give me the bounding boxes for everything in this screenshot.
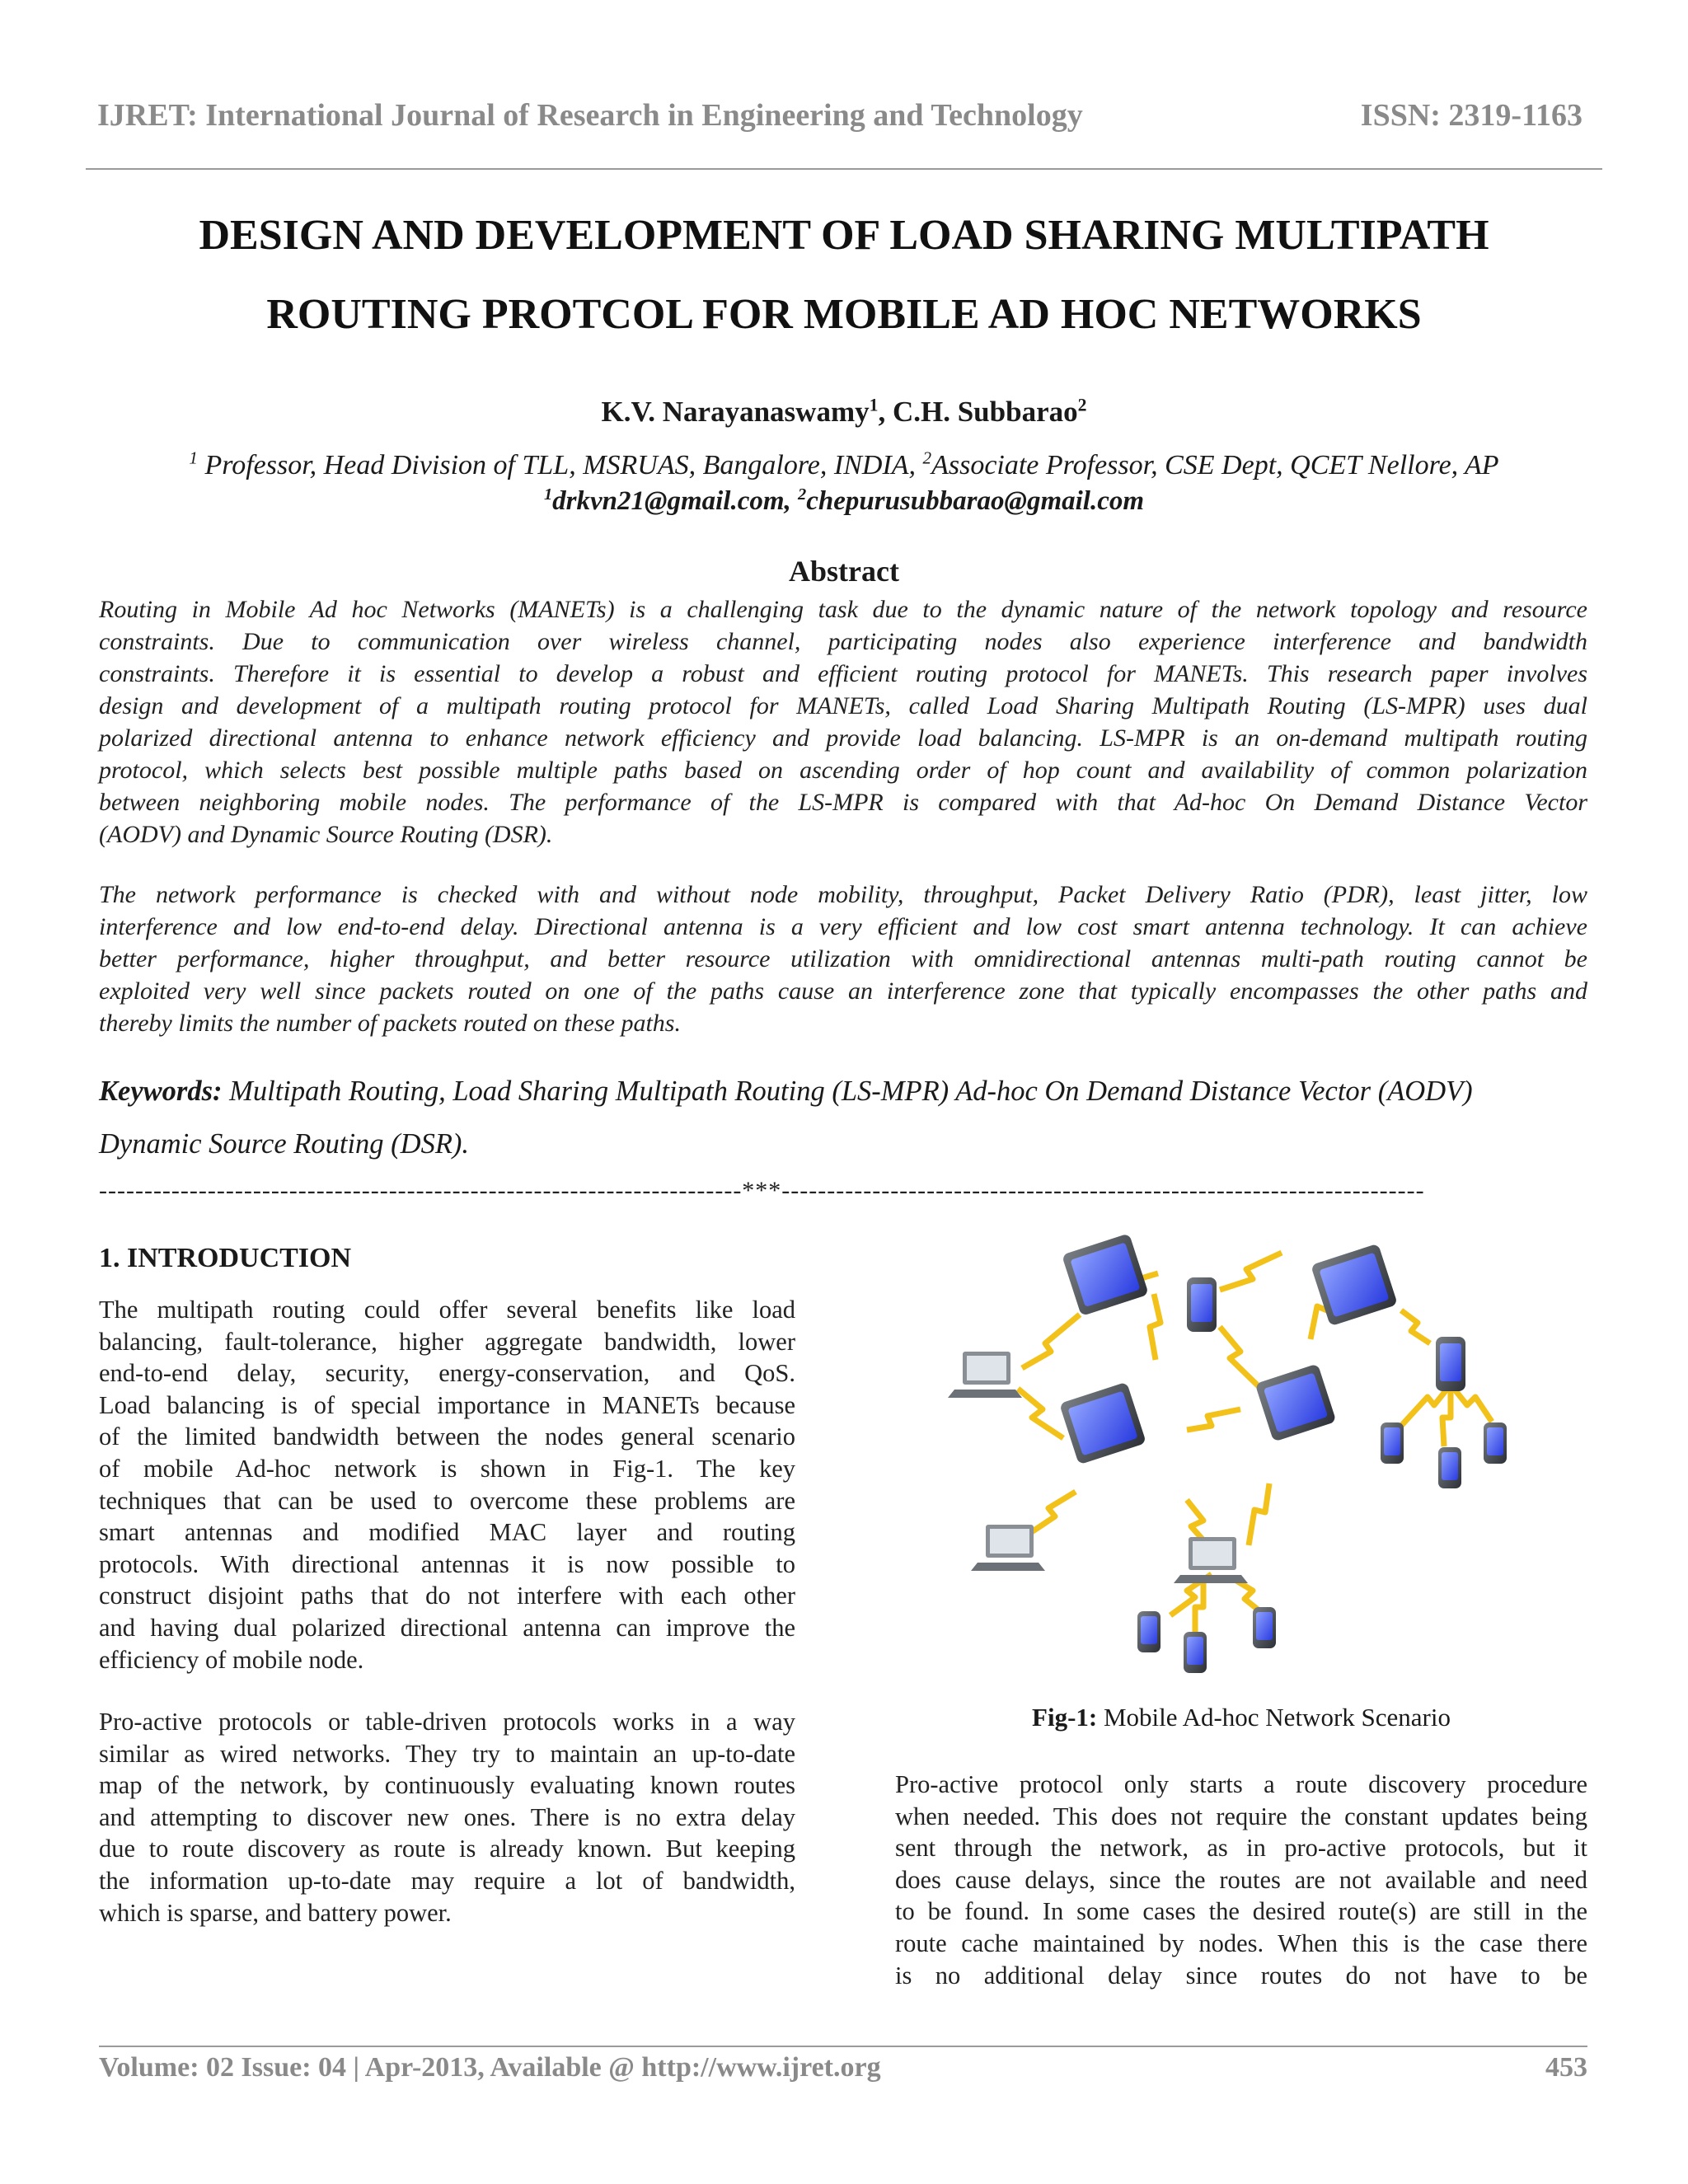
tablet-node-icon	[1059, 1382, 1146, 1465]
author-name: C.H. Subbarao	[892, 396, 1078, 428]
text-line: to be found. In some cases the desired route(s) are still in the	[895, 1897, 1587, 1926]
phone-node-icon	[1438, 1447, 1461, 1488]
wireless-link	[1220, 1253, 1282, 1290]
text-line: Routing in Mobile Ad hoc Networks (MANETs) is a challenging task due to the dynamic nature of the network topology and resource	[99, 596, 1587, 623]
section-separator: -----------------------------------------------------------------------***-----------------------------------------------------------------------	[99, 1177, 1425, 1204]
text-line: protocols. With directional antennas it is now possible to	[99, 1549, 795, 1578]
text-line: protocol, which selects best possible multiple paths based on ascending order of hop count and availability of common polarization	[99, 757, 1587, 784]
wireless-link	[1195, 1582, 1203, 1640]
text-line: thereby limits the number of packets routed on these paths.	[99, 1010, 681, 1037]
text-line: sent through the network, as in pro-active protocols, but it	[895, 1834, 1587, 1863]
text-line: when needed. This does not require the constant updates being	[895, 1802, 1587, 1830]
text-line: between neighboring mobile nodes. The performance of the LS-MPR is compared with that Ad-hoc On Demand Distance Vector	[99, 789, 1587, 816]
text-line: similar as wired networks. They try to maintain an up-to-date	[99, 1739, 795, 1768]
laptop-node-icon	[948, 1352, 1022, 1398]
affiliation: Associate Professor, CSE Dept, QCET Nellore, AP	[931, 450, 1499, 480]
text-line: efficiency of mobile node.	[99, 1645, 364, 1674]
affil-sup: 2	[922, 448, 932, 468]
text-line: of mobile Ad-hoc network is shown in Fig-1. The key	[99, 1454, 795, 1483]
keywords-line	[99, 1065, 1587, 1118]
laptop-node-icon	[1174, 1537, 1248, 1583]
text-line: is no additional delay since routes do not have to be	[895, 1961, 1587, 1990]
keywords	[99, 1065, 1587, 1170]
affiliations	[0, 450, 1688, 481]
author-sup: 2	[1077, 395, 1087, 415]
phone-node-icon	[1381, 1422, 1404, 1464]
keywords-text: Multipath Routing, Load Sharing Multipath Routing (LS-MPR) Ad-hoc On Demand Distance Vector (AODV)	[222, 1076, 1473, 1107]
keywords-label: Keywords:	[99, 1076, 223, 1107]
text-line: map of the network, by continuously evaluating known routes	[99, 1771, 795, 1800]
header-rule	[86, 168, 1602, 170]
intro-paragraph-1	[99, 1294, 795, 1675]
text-line: Pro-active protocols or table-driven protocols works in a way	[99, 1708, 795, 1736]
email-sup: 1	[543, 485, 553, 504]
text-line: and attempting to discover new ones. There is no extra delay	[99, 1802, 795, 1831]
text-line: and having dual polarized directional antenna can improve the	[99, 1613, 795, 1642]
text-line: which is sparse, and battery power.	[99, 1898, 452, 1927]
abstract-paragraph-1	[99, 593, 1587, 851]
wireless-link	[1187, 1409, 1240, 1430]
email: chepurusubbarao@gmail.com	[806, 486, 1145, 516]
section-heading: 1. INTRODUCTION	[99, 1243, 352, 1273]
tablet-node-icon	[1311, 1244, 1398, 1327]
text-line: the information up-to-date may require a lot of bandwidth,	[99, 1866, 795, 1895]
text-line: of the limited bandwidth between the nodes general scenario	[99, 1422, 795, 1451]
text-line: end-to-end delay, security, energy-conservation, and QoS.	[99, 1359, 795, 1388]
figure-caption	[895, 1703, 1587, 1732]
text-line: exploited very well since packets routed on one of the paths cause an interference zone that typically encompasses the other paths and	[99, 977, 1587, 1005]
phone-node-icon	[1137, 1611, 1160, 1652]
paper-title-line1: DESIGN AND DEVELOPMENT OF LOAD SHARING MULTIPATH	[199, 212, 1489, 259]
right-column-paragraph	[895, 1769, 1587, 1991]
text-line: interference and low end-to-end delay. Directional antenna is a very efficient and low cost smart antenna technology. It can achieve	[99, 913, 1587, 940]
text-line: better performance, higher throughput, and better resource utilization with omnidirectional antennas multi-path routing cannot be	[99, 945, 1587, 972]
footer-volume: Volume: 02 Issue: 04 | Apr-2013, Available @ http://www.ijret.org	[99, 2052, 881, 2083]
authors	[0, 396, 1688, 429]
affiliation: Professor, Head Division of TLL, MSRUAS, Bangalore, INDIA,	[197, 450, 923, 480]
text-line: due to route discovery as route is already known. But keeping	[99, 1835, 795, 1863]
issn-header: ISSN: 2319-1163	[1360, 98, 1582, 133]
keywords-line: Dynamic Source Routing (DSR).	[99, 1128, 470, 1160]
author-sup: 1	[869, 395, 879, 415]
wireless-link	[1030, 1492, 1076, 1533]
text-line: balancing, fault-tolerance, higher aggregate bandwidth, lower	[99, 1327, 795, 1356]
text-line: constraints. Due to communication over wireless channel, participating nodes also experience interference and bandwidth	[99, 628, 1587, 655]
wireless-link	[1401, 1310, 1430, 1343]
wireless-link	[1150, 1294, 1160, 1360]
text-line: constraints. Therefore it is essential to develop a robust and efficient routing protocol for MANETs. This research paper involves	[99, 660, 1587, 687]
phone-node-icon	[1436, 1337, 1465, 1391]
intro-paragraph-2	[99, 1706, 795, 1929]
phone-node-icon	[1484, 1422, 1507, 1464]
figure-label: Fig-1:	[1032, 1703, 1098, 1732]
footer-rule	[99, 2046, 1587, 2047]
journal-header: IJRET: International Journal of Research in Engineering and Technology	[97, 98, 1083, 133]
text-line: design and development of a multipath routing protocol for MANETs, called Load Sharing Multipath Routing (LS-MPR) uses dual	[99, 692, 1587, 719]
page-number: 453	[1545, 2052, 1587, 2083]
wireless-link	[1022, 1315, 1080, 1368]
wireless-link	[1220, 1327, 1261, 1389]
text-line: polarized directional antenna to enhance network efficiency and provide load balancing. LS-MPR is an on-demand multipath routing	[99, 724, 1587, 752]
tablet-node-icon	[1062, 1233, 1149, 1316]
email: drkvn21@gmail.com	[552, 486, 785, 516]
phone-node-icon	[1253, 1607, 1276, 1648]
tablet-node-icon	[1255, 1363, 1337, 1441]
text-line: (AODV) and Dynamic Source Routing (DSR).	[99, 821, 553, 848]
wireless-link	[1018, 1389, 1063, 1438]
paper-title-line2: ROUTING PROTCOL FOR MOBILE AD HOC NETWORKS	[266, 291, 1422, 338]
text-line: construct disjoint paths that do not interfere with each other	[99, 1582, 795, 1610]
abstract-paragraph-2	[99, 879, 1587, 1039]
text-line: The multipath routing could offer several benefits like load	[99, 1296, 795, 1324]
emails	[0, 486, 1688, 517]
text-line: smart antennas and modified MAC layer and routing	[99, 1518, 795, 1547]
author-name: K.V. Narayanaswamy	[601, 396, 870, 428]
text-line: Pro-active protocol only starts a route discovery procedure	[895, 1770, 1587, 1798]
network-figure	[940, 1228, 1550, 1681]
phone-node-icon	[1184, 1632, 1207, 1673]
email-sup: 2	[798, 485, 807, 504]
author-sep: ,	[878, 396, 893, 428]
text-line: does cause delays, since the routes are not available and need	[895, 1865, 1587, 1894]
abstract-heading: Abstract	[789, 555, 899, 588]
figure-caption-text: Mobile Ad-hoc Network Scenario	[1097, 1703, 1451, 1732]
network-diagram	[940, 1228, 1550, 1681]
wireless-link	[1249, 1483, 1269, 1545]
phone-node-icon	[1187, 1277, 1217, 1332]
text-line: route cache maintained by nodes. When this is the case there	[895, 1929, 1587, 1957]
email-sep: ,	[784, 486, 799, 516]
text-line: techniques that can be used to overcome these problems are	[99, 1486, 795, 1515]
text-line: The network performance is checked with and without node mobility, throughput, Packet Delivery Ratio (PDR), least jitter, low	[99, 881, 1587, 908]
text-line: Load balancing is of special importance in MANETs because	[99, 1390, 795, 1419]
affil-sup: 1	[189, 448, 198, 468]
